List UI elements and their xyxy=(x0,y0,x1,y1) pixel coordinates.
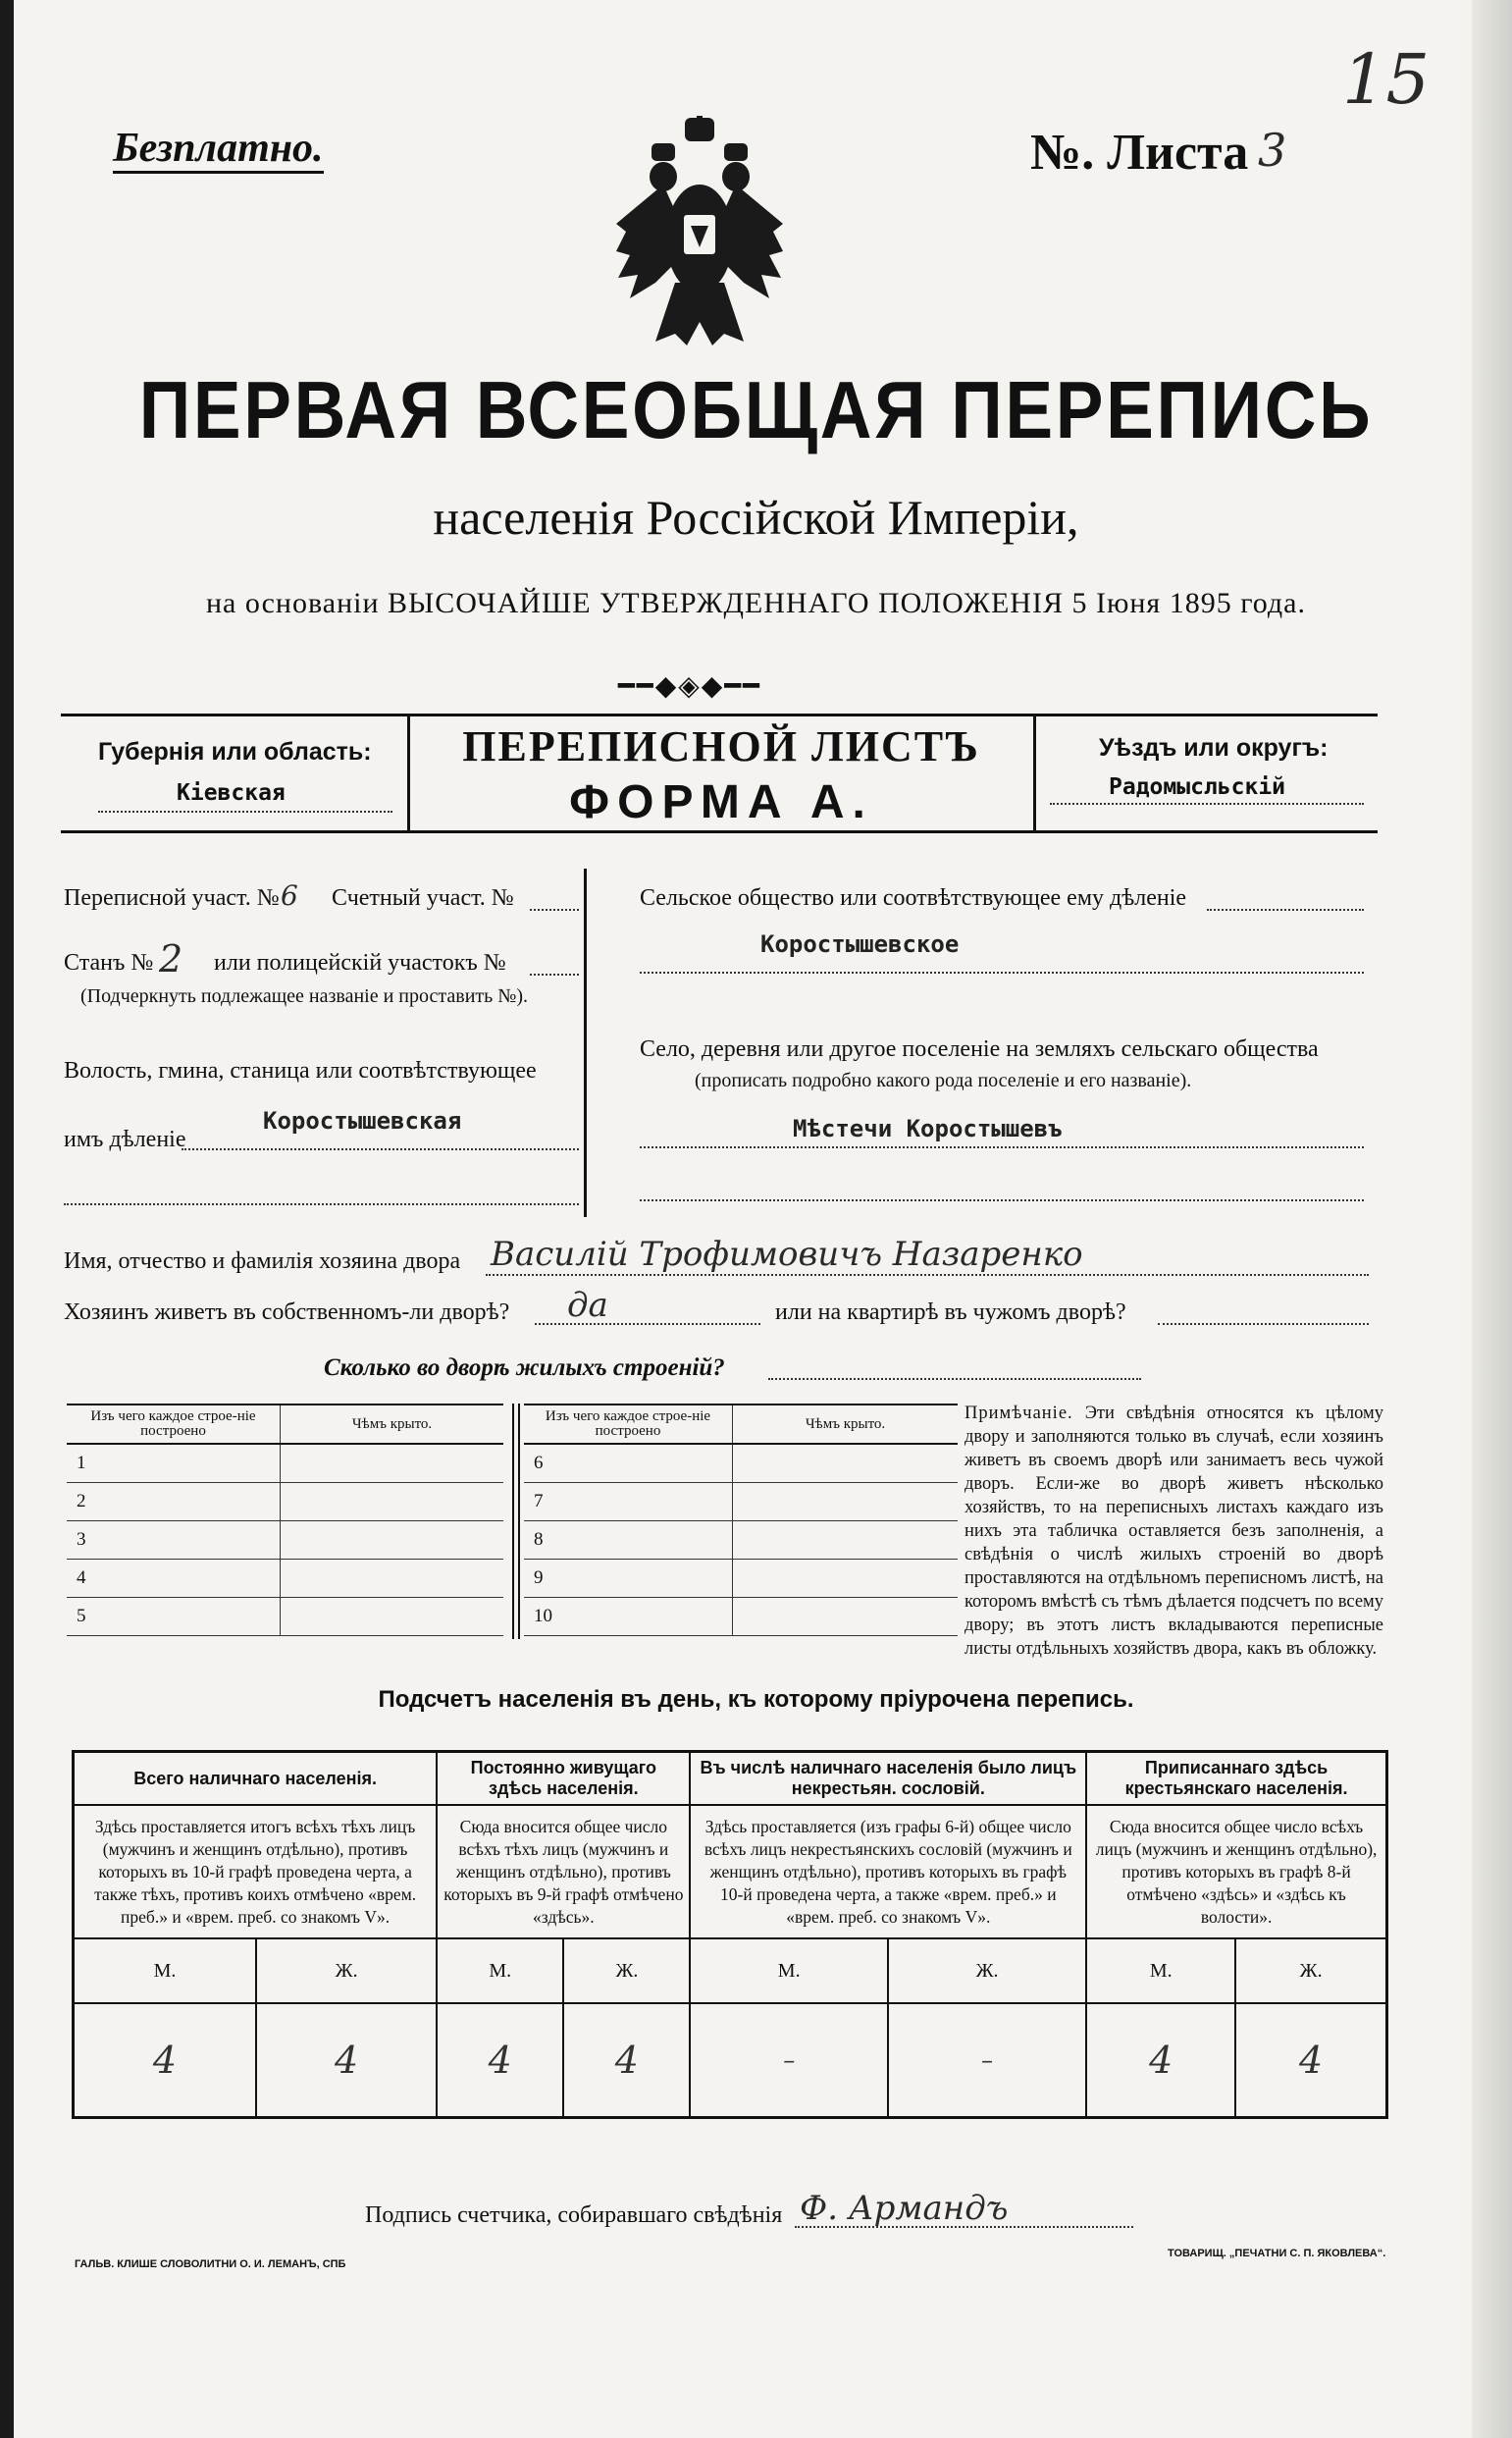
volost-dots xyxy=(182,1148,579,1150)
own-yard-dots xyxy=(535,1323,760,1325)
col3-header: Въ числѣ наличнаго населенія было лицъ некрестьян. сословій. xyxy=(690,1752,1086,1806)
col4-header: Приписаннаго здѣсь крестьянскаго населенія. xyxy=(1086,1752,1386,1806)
col1-header: Всего наличнаго населенія. xyxy=(74,1752,438,1806)
sheet-number-value: 3 xyxy=(1258,124,1287,177)
note-text: Эти свѣдѣнія относятся къ цѣлому двору и заполняются только въ случаѣ, если хозяинъ живетъ въ своемъ дворѣ или занимаетъ весь чужой дворъ. Если-же во дворѣ живетъ нѣсколько хозяйствъ, то на переписныхъ листахъ каждаго изъ нихъ эта табличка оставляется безъ заполненія, а свѣдѣнія о числѣ жилыхъ строеній во дворѣ проставляются на отдѣльномъ переписномъ листѣ, на которомъ вмѣстѣ съ тѣмъ дѣлается подсчетъ по всему двору; въ этотъ листъ вкладываются переписные листы отдѣльныхъ хозяйствъ двора, какъ въ обложку. xyxy=(965,1404,1383,1659)
col3-desc: Здѣсь проставляется (изъ графы 6-й) общее число всѣхъ лицъ некрестьянскихъ сословій (мужчинъ и женщинъ отдѣльно), противъ которыхъ въ графѣ 10-й проведена черта, а также «врем. преб.» и «врем. преб. со знакомъ V». xyxy=(690,1805,1086,1938)
owner-name-label: Имя, отчество и фамилія хозяина двора xyxy=(64,1248,461,1274)
buildings-note xyxy=(965,1402,1383,1661)
col3-female-label: Ж. xyxy=(888,1938,1086,2003)
table-divider-a xyxy=(512,1404,514,1639)
form-a-title: ФОРМА А. xyxy=(569,776,873,828)
province-dots xyxy=(98,811,392,813)
table-row xyxy=(67,1444,503,1483)
table-row xyxy=(67,1560,503,1598)
volost-value: Коростышевская xyxy=(263,1107,462,1135)
col-roof-header: Чѣмъ крыто. xyxy=(281,1404,504,1444)
population-title: Подсчетъ населенія въ день, къ которому пріурочена перепись. xyxy=(378,1686,1134,1713)
col3-female-value: – xyxy=(888,2003,1086,2118)
col-material-header: Изъ чего каждое строе-ніе построено xyxy=(524,1404,733,1444)
row-number: 4 xyxy=(67,1560,281,1598)
col2-male-value: 4 xyxy=(437,2003,563,2118)
col-material-header: Изъ чего каждое строе-ніе построено xyxy=(67,1404,281,1444)
row-number: 10 xyxy=(524,1598,733,1636)
col1-female-label: Ж. xyxy=(256,1938,437,2003)
footer-right: ТОВАРИЩ. „ПЕЧАТНИ С. П. ЯКОВЛЕВА“. xyxy=(1168,2248,1386,2259)
col1-male-label: М. xyxy=(74,1938,257,2003)
volost-label-line2: имъ дѣленіе xyxy=(64,1127,186,1152)
census-area-value: 6 xyxy=(281,879,298,912)
table-row xyxy=(524,1598,958,1636)
table-row xyxy=(524,1483,958,1521)
corner-number: 15 xyxy=(1342,39,1431,120)
scan-left-edge xyxy=(0,0,14,2438)
footer-left: ГАЛЬВ. КЛИШЕ СЛОВОЛИТНИ О. И. ЛЕМАНЪ, СПБ xyxy=(75,2258,346,2270)
signature-label: Подпись счетчика, собиравшаго свѣдѣнія xyxy=(365,2202,783,2228)
col4-female-value: 4 xyxy=(1235,2003,1386,2118)
col4-female-label: Ж. xyxy=(1235,1938,1386,2003)
row-number: 7 xyxy=(524,1483,733,1521)
sheet-number-label: №. Листа xyxy=(1030,125,1249,181)
scan-right-edge xyxy=(1472,0,1512,2438)
col2-header: Постоянно живущаго здѣсь населенія. xyxy=(437,1752,690,1806)
col3-male-value: – xyxy=(690,2003,887,2118)
col4-desc: Сюда вносится общее число всѣхъ лицъ (мужчинъ и женщинъ отдѣльно), противъ которыхъ въ графѣ 8-й отмѣчено «здѣсь» и «здѣсь къ волости». xyxy=(1086,1805,1386,1938)
society-dots xyxy=(1207,909,1364,911)
table-row xyxy=(524,1444,958,1483)
police-dots xyxy=(530,974,579,976)
col2-female-label: Ж. xyxy=(563,1938,690,2003)
district-label: Уѣздъ или округъ: xyxy=(1099,734,1329,762)
row-number: 1 xyxy=(67,1444,281,1483)
police-label: или полицейскій участокъ № xyxy=(214,950,506,976)
own-yard-label: Хозяинъ живетъ въ собственномъ-ли дворѣ? xyxy=(64,1299,510,1325)
col-roof-header: Чѣмъ крыто. xyxy=(733,1404,959,1444)
underline-note: (Подчеркнуть подлежащее названіе и проставить №). xyxy=(80,985,528,1007)
table-row xyxy=(67,1521,503,1560)
signature-dots xyxy=(795,2226,1133,2228)
buildings-table-right xyxy=(524,1404,958,1636)
table-divider-b xyxy=(518,1404,520,1639)
owner-name-value: Василій Трофимовичъ Назаренко xyxy=(491,1235,1083,1274)
buildings-count-dots xyxy=(768,1378,1141,1380)
page-subtitle: населенія Россійской Имперіи, xyxy=(433,490,1079,545)
row-number: 3 xyxy=(67,1521,281,1560)
row-number: 2 xyxy=(67,1483,281,1521)
society-label: Сельское общество или соотвѣтствующее ему дѣленіе xyxy=(640,885,1187,911)
table-row xyxy=(67,1483,503,1521)
stan-label: Станъ № xyxy=(64,950,154,976)
col2-desc: Сюда вносится общее число всѣхъ тѣхъ лицъ (мужчинъ и женщинъ отдѣльно), противъ которыхъ въ 9-й графѣ отмѣчено «здѣсь». xyxy=(437,1805,690,1938)
col2-female-value: 4 xyxy=(563,2003,690,2118)
volost-label-line1: Волость, гмина, станица или соотвѣтствующее xyxy=(64,1058,537,1084)
stan-value: 2 xyxy=(159,937,183,980)
row-number: 6 xyxy=(524,1444,733,1483)
row-number: 8 xyxy=(524,1521,733,1560)
page-title: ПЕРВАЯ ВСЕОБЩАЯ ПЕРЕПИСЬ xyxy=(138,364,1374,455)
row-number: 9 xyxy=(524,1560,733,1598)
col3-male-label: М. xyxy=(690,1938,887,2003)
col4-male-label: М. xyxy=(1086,1938,1235,2003)
district-dots xyxy=(1050,803,1364,805)
province-value: Кіевская xyxy=(177,780,286,806)
society-value: Коростышевское xyxy=(760,930,960,958)
buildings-table-left xyxy=(67,1404,503,1636)
table-row xyxy=(524,1560,958,1598)
count-area-label: Счетный участ. № xyxy=(332,885,514,911)
header-box-bottom-rule xyxy=(61,830,1378,833)
owner-name-dots xyxy=(486,1274,1369,1276)
table-row xyxy=(524,1521,958,1560)
legal-basis: на основаніи ВЫСОЧАЙШЕ УТВЕРЖДЕННАГО ПОЛОЖЕНІЯ 5 Іюня 1895 года. xyxy=(206,587,1306,619)
province-label: Губернія или область: xyxy=(98,738,372,766)
row-number: 5 xyxy=(67,1598,281,1636)
village-value: Мѣстечи Коростышевъ xyxy=(793,1115,1063,1142)
village-dots xyxy=(640,1146,1364,1148)
fields-divider xyxy=(584,869,587,1217)
own-yard-value: да xyxy=(567,1286,608,1325)
rent-label: или на квартирѣ въ чужомъ дворѣ? xyxy=(775,1299,1126,1325)
volost-dots-2 xyxy=(64,1203,579,1205)
col2-male-label: М. xyxy=(437,1938,563,2003)
col1-desc: Здѣсь проставляется итогъ всѣхъ тѣхъ лицъ (мужчинъ и женщинъ отдѣльно), противъ которыхъ въ 10-й графѣ проведена черта, а также тѣхъ, противъ коихъ отмѣчено «врем. преб.» и «врем. преб. со знакомъ V». xyxy=(74,1805,438,1938)
district-value: Радомысльскій xyxy=(1109,774,1286,800)
imperial-eagle-emblem xyxy=(616,116,783,346)
col1-female-value: 4 xyxy=(256,2003,437,2118)
table-row xyxy=(67,1598,503,1636)
note-title: Примѣчаніе. xyxy=(965,1404,1073,1423)
population-table xyxy=(72,1750,1388,2119)
village-label: Село, деревня или другое поселеніе на земляхъ сельскаго общества xyxy=(640,1036,1319,1062)
rent-dots xyxy=(1158,1323,1369,1325)
buildings-count-label: Сколько во дворѣ жилыхъ строеній? xyxy=(324,1354,725,1381)
ornament-divider: ━━◆◈◆━━ xyxy=(618,671,762,702)
header-box-top-rule xyxy=(61,714,1378,716)
village-dots-2 xyxy=(640,1199,1364,1201)
census-sheet-title: ПЕРЕПИСНОЙ ЛИСТЪ xyxy=(462,722,980,770)
col1-male-value: 4 xyxy=(74,2003,257,2118)
count-area-dots xyxy=(530,909,579,911)
society-dots-2 xyxy=(640,972,1364,974)
col4-male-value: 4 xyxy=(1086,2003,1235,2118)
village-note: (прописать подробно какого рода поселеніе и его названіе). xyxy=(695,1070,1192,1091)
enumerator-signature: Ф. Армандъ xyxy=(800,2189,1009,2228)
census-area-label: Переписной участ. № xyxy=(64,885,280,911)
free-label: Безплатно. xyxy=(113,126,324,174)
